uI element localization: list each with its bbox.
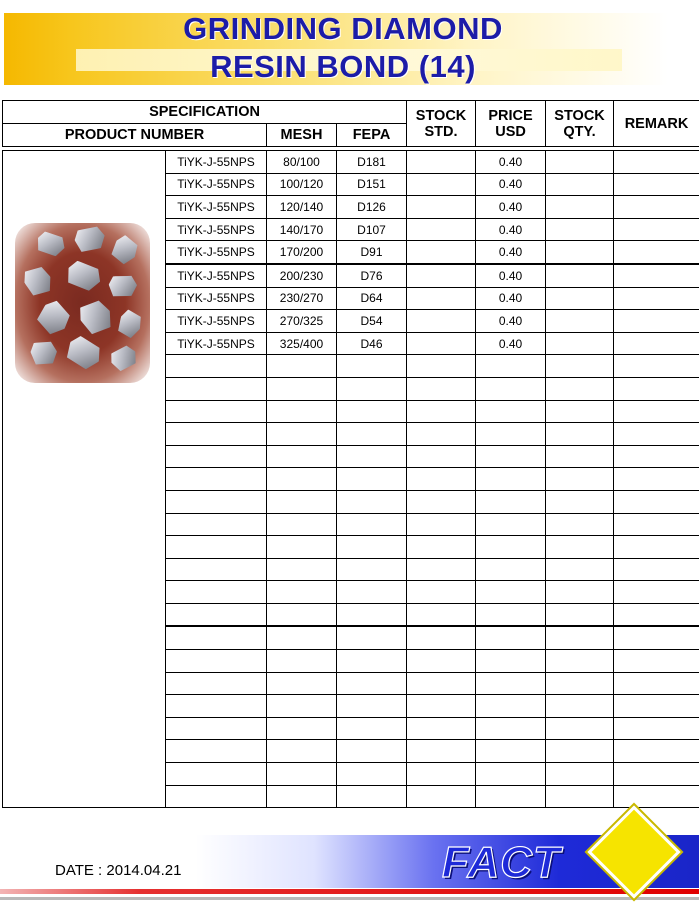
cell-stock-qty bbox=[546, 490, 614, 513]
cell-remark bbox=[614, 400, 699, 423]
cell-stock-qty bbox=[546, 763, 614, 786]
page-title bbox=[0, 10, 686, 86]
cell-stock-qty bbox=[546, 196, 614, 219]
diamond-crystal-icon bbox=[63, 333, 106, 373]
cell-mesh bbox=[267, 423, 337, 446]
cell-stock-std bbox=[407, 626, 476, 649]
cell-fepa: D46 bbox=[337, 332, 407, 355]
cell-price bbox=[476, 445, 546, 468]
cell-product-number: TiYK-J-55NPS bbox=[166, 218, 267, 241]
cell-remark bbox=[614, 626, 699, 649]
diamond-crystal-icon bbox=[108, 233, 142, 268]
cell-stock-std bbox=[407, 400, 476, 423]
cell-mesh: 80/100 bbox=[267, 151, 337, 174]
cell-fepa: D181 bbox=[337, 151, 407, 174]
cell-mesh: 200/230 bbox=[267, 264, 337, 287]
cell-mesh bbox=[267, 468, 337, 491]
cell-stock-std bbox=[407, 581, 476, 604]
cell-stock-qty bbox=[546, 218, 614, 241]
diamond-crystal-icon bbox=[35, 230, 67, 257]
cell-remark bbox=[614, 763, 699, 786]
product-image-cell bbox=[3, 151, 166, 808]
cell-fepa bbox=[337, 423, 407, 446]
cell-mesh bbox=[267, 445, 337, 468]
cell-price: 0.40 bbox=[476, 196, 546, 219]
cell-mesh bbox=[267, 717, 337, 740]
fact-logo: FACT bbox=[442, 838, 561, 887]
cell-remark bbox=[614, 650, 699, 673]
cell-remark bbox=[614, 310, 699, 333]
cell-price bbox=[476, 717, 546, 740]
cell-stock-qty bbox=[546, 695, 614, 718]
cell-price bbox=[476, 377, 546, 400]
cell-product-number: TiYK-J-55NPS bbox=[166, 310, 267, 333]
cell-price bbox=[476, 672, 546, 695]
cell-product-number bbox=[166, 490, 267, 513]
cell-stock-std bbox=[407, 650, 476, 673]
cell-product-number bbox=[166, 558, 267, 581]
cell-product-number: TiYK-J-55NPS bbox=[166, 332, 267, 355]
cell-mesh: 100/120 bbox=[267, 173, 337, 196]
cell-product-number bbox=[166, 785, 267, 808]
footer-red-line bbox=[0, 889, 699, 894]
cell-product-number: TiYK-J-55NPS bbox=[166, 287, 267, 310]
cell-remark bbox=[614, 173, 699, 196]
cell-stock-qty bbox=[546, 151, 614, 174]
cell-remark bbox=[614, 264, 699, 287]
header-price-line1: PRICE bbox=[488, 107, 533, 124]
header-price bbox=[476, 101, 546, 147]
cell-stock-qty bbox=[546, 310, 614, 333]
diamond-crystal-icon bbox=[115, 308, 145, 340]
cell-stock-qty bbox=[546, 650, 614, 673]
cell-price bbox=[476, 400, 546, 423]
cell-product-number bbox=[166, 603, 267, 626]
footer-grey-line bbox=[0, 897, 699, 900]
cell-fepa: D126 bbox=[337, 196, 407, 219]
cell-product-number bbox=[166, 763, 267, 786]
cell-stock-std bbox=[407, 785, 476, 808]
cell-price: 0.40 bbox=[476, 241, 546, 264]
cell-product-number bbox=[166, 468, 267, 491]
cell-remark bbox=[614, 332, 699, 355]
cell-stock-qty bbox=[546, 173, 614, 196]
cell-remark bbox=[614, 581, 699, 604]
cell-stock-qty bbox=[546, 445, 614, 468]
cell-remark bbox=[614, 287, 699, 310]
table-row bbox=[3, 151, 699, 174]
cell-price bbox=[476, 513, 546, 536]
cell-stock-std bbox=[407, 717, 476, 740]
cell-price bbox=[476, 785, 546, 808]
cell-product-number bbox=[166, 423, 267, 446]
cell-fepa bbox=[337, 695, 407, 718]
cell-mesh bbox=[267, 536, 337, 559]
cell-product-number bbox=[166, 445, 267, 468]
cell-remark bbox=[614, 785, 699, 808]
cell-mesh: 230/270 bbox=[267, 287, 337, 310]
cell-price bbox=[476, 695, 546, 718]
diamond-crystal-icon bbox=[108, 273, 139, 299]
cell-price bbox=[476, 740, 546, 763]
cell-fepa bbox=[337, 740, 407, 763]
cell-price bbox=[476, 558, 546, 581]
cell-price bbox=[476, 603, 546, 626]
cell-stock-std bbox=[407, 173, 476, 196]
cell-price: 0.40 bbox=[476, 218, 546, 241]
cell-stock-qty bbox=[546, 558, 614, 581]
cell-stock-std bbox=[407, 672, 476, 695]
cell-stock-qty bbox=[546, 264, 614, 287]
spec-table bbox=[2, 100, 699, 808]
cell-price bbox=[476, 355, 546, 378]
cell-product-number bbox=[166, 672, 267, 695]
cell-mesh bbox=[267, 490, 337, 513]
cell-fepa: D54 bbox=[337, 310, 407, 333]
header-stock-std bbox=[407, 101, 476, 147]
diamond-grit-photo bbox=[15, 223, 150, 383]
cell-remark bbox=[614, 241, 699, 264]
cell-mesh: 140/170 bbox=[267, 218, 337, 241]
cell-product-number: TiYK-J-55NPS bbox=[166, 173, 267, 196]
diamond-crystal-icon bbox=[33, 297, 75, 339]
cell-price bbox=[476, 468, 546, 491]
cell-mesh: 170/200 bbox=[267, 241, 337, 264]
cell-fepa bbox=[337, 536, 407, 559]
cell-stock-qty bbox=[546, 400, 614, 423]
cell-fepa bbox=[337, 445, 407, 468]
header-stock-qty bbox=[546, 101, 614, 147]
cell-mesh bbox=[267, 513, 337, 536]
cell-product-number bbox=[166, 695, 267, 718]
cell-stock-std bbox=[407, 241, 476, 264]
cell-stock-std bbox=[407, 264, 476, 287]
cell-mesh bbox=[267, 626, 337, 649]
cell-remark bbox=[614, 536, 699, 559]
cell-fepa bbox=[337, 355, 407, 378]
cell-remark bbox=[614, 603, 699, 626]
cell-stock-std bbox=[407, 490, 476, 513]
cell-stock-qty bbox=[546, 241, 614, 264]
cell-product-number bbox=[166, 740, 267, 763]
diamond-crystal-icon bbox=[75, 296, 117, 339]
cell-product-number: TiYK-J-55NPS bbox=[166, 241, 267, 264]
cell-stock-std bbox=[407, 763, 476, 786]
cell-price: 0.40 bbox=[476, 332, 546, 355]
cell-price: 0.40 bbox=[476, 287, 546, 310]
cell-stock-std bbox=[407, 332, 476, 355]
header-mesh: MESH bbox=[267, 124, 337, 147]
cell-stock-qty bbox=[546, 740, 614, 763]
cell-stock-std bbox=[407, 287, 476, 310]
header-product-number: PRODUCT NUMBER bbox=[3, 124, 267, 147]
cell-remark bbox=[614, 151, 699, 174]
cell-stock-std bbox=[407, 513, 476, 536]
cell-remark bbox=[614, 218, 699, 241]
diamond-crystal-icon bbox=[107, 342, 141, 375]
cell-product-number bbox=[166, 626, 267, 649]
cell-mesh bbox=[267, 355, 337, 378]
cell-stock-qty bbox=[546, 717, 614, 740]
cell-mesh bbox=[267, 650, 337, 673]
cell-product-number bbox=[166, 536, 267, 559]
cell-mesh bbox=[267, 558, 337, 581]
cell-stock-qty bbox=[546, 287, 614, 310]
cell-mesh bbox=[267, 740, 337, 763]
cell-mesh bbox=[267, 695, 337, 718]
cell-stock-std bbox=[407, 310, 476, 333]
cell-fepa: D64 bbox=[337, 287, 407, 310]
cell-fepa: D76 bbox=[337, 264, 407, 287]
cell-product-number bbox=[166, 355, 267, 378]
cell-stock-qty bbox=[546, 672, 614, 695]
cell-price bbox=[476, 536, 546, 559]
cell-stock-std bbox=[407, 445, 476, 468]
cell-remark bbox=[614, 740, 699, 763]
header-stock-qty-line1: STOCK bbox=[554, 107, 605, 124]
cell-fepa bbox=[337, 785, 407, 808]
header-stock-qty-line2: QTY. bbox=[563, 123, 596, 140]
title-line-2: RESIN BOND (14) bbox=[210, 49, 476, 84]
diamond-crystal-icon bbox=[29, 339, 59, 368]
cell-stock-std bbox=[407, 603, 476, 626]
cell-fepa bbox=[337, 650, 407, 673]
spec-table-container bbox=[2, 100, 699, 801]
diamond-crystal-icon bbox=[64, 259, 104, 293]
cell-product-number bbox=[166, 377, 267, 400]
cell-mesh: 270/325 bbox=[267, 310, 337, 333]
cell-mesh: 120/140 bbox=[267, 196, 337, 219]
cell-price bbox=[476, 423, 546, 446]
cell-stock-qty bbox=[546, 355, 614, 378]
cell-stock-qty bbox=[546, 536, 614, 559]
cell-remark bbox=[614, 490, 699, 513]
header-stock-std-line1: STOCK bbox=[415, 107, 467, 124]
header-stock-std-line2: STD. bbox=[424, 123, 458, 140]
cell-remark bbox=[614, 513, 699, 536]
cell-stock-std bbox=[407, 468, 476, 491]
cell-remark bbox=[614, 468, 699, 491]
cell-remark bbox=[614, 423, 699, 446]
cell-mesh bbox=[267, 400, 337, 423]
cell-mesh bbox=[267, 672, 337, 695]
cell-product-number bbox=[166, 513, 267, 536]
cell-stock-qty bbox=[546, 581, 614, 604]
cell-stock-qty bbox=[546, 377, 614, 400]
diamond-crystal-icon bbox=[20, 263, 55, 299]
date-label: DATE : 2014.04.21 bbox=[55, 862, 182, 879]
cell-product-number bbox=[166, 650, 267, 673]
cell-stock-qty bbox=[546, 603, 614, 626]
cell-stock-qty bbox=[546, 332, 614, 355]
cell-fepa bbox=[337, 626, 407, 649]
cell-remark bbox=[614, 717, 699, 740]
cell-mesh: 325/400 bbox=[267, 332, 337, 355]
cell-fepa bbox=[337, 672, 407, 695]
cell-remark bbox=[614, 377, 699, 400]
cell-fepa bbox=[337, 513, 407, 536]
cell-mesh bbox=[267, 763, 337, 786]
cell-fepa bbox=[337, 581, 407, 604]
cell-mesh bbox=[267, 785, 337, 808]
cell-product-number bbox=[166, 717, 267, 740]
cell-fepa bbox=[337, 468, 407, 491]
cell-price: 0.40 bbox=[476, 264, 546, 287]
diamond-crystal-icon bbox=[72, 223, 108, 255]
cell-stock-std bbox=[407, 740, 476, 763]
cell-price bbox=[476, 650, 546, 673]
header-remark: REMARK bbox=[614, 101, 699, 147]
cell-stock-qty bbox=[546, 626, 614, 649]
cell-mesh bbox=[267, 581, 337, 604]
cell-stock-std bbox=[407, 151, 476, 174]
spec-table-body bbox=[3, 147, 699, 808]
cell-fepa: D91 bbox=[337, 241, 407, 264]
cell-mesh bbox=[267, 603, 337, 626]
cell-price bbox=[476, 763, 546, 786]
cell-remark bbox=[614, 196, 699, 219]
cell-remark bbox=[614, 558, 699, 581]
cell-price: 0.40 bbox=[476, 151, 546, 174]
cell-price bbox=[476, 626, 546, 649]
cell-stock-std bbox=[407, 377, 476, 400]
cell-fepa bbox=[337, 603, 407, 626]
cell-fepa bbox=[337, 377, 407, 400]
cell-product-number: TiYK-J-55NPS bbox=[166, 196, 267, 219]
cell-price bbox=[476, 490, 546, 513]
cell-remark bbox=[614, 672, 699, 695]
cell-stock-std bbox=[407, 196, 476, 219]
cell-fepa bbox=[337, 558, 407, 581]
header-fepa: FEPA bbox=[337, 124, 407, 147]
cell-price bbox=[476, 581, 546, 604]
title-line-1: GRINDING DIAMOND bbox=[183, 11, 503, 46]
cell-stock-qty bbox=[546, 423, 614, 446]
cell-product-number: TiYK-J-55NPS bbox=[166, 264, 267, 287]
cell-stock-std bbox=[407, 558, 476, 581]
cell-product-number bbox=[166, 581, 267, 604]
cell-fepa: D107 bbox=[337, 218, 407, 241]
cell-fepa bbox=[337, 717, 407, 740]
cell-stock-std bbox=[407, 218, 476, 241]
cell-fepa bbox=[337, 400, 407, 423]
cell-price: 0.40 bbox=[476, 173, 546, 196]
cell-stock-std bbox=[407, 423, 476, 446]
cell-product-number: TiYK-J-55NPS bbox=[166, 151, 267, 174]
cell-remark bbox=[614, 445, 699, 468]
cell-remark bbox=[614, 695, 699, 718]
cell-stock-qty bbox=[546, 468, 614, 491]
cell-stock-qty bbox=[546, 785, 614, 808]
cell-fepa: D151 bbox=[337, 173, 407, 196]
cell-fepa bbox=[337, 490, 407, 513]
cell-stock-qty bbox=[546, 513, 614, 536]
cell-product-number bbox=[166, 400, 267, 423]
cell-stock-std bbox=[407, 695, 476, 718]
cell-remark bbox=[614, 355, 699, 378]
cell-price: 0.40 bbox=[476, 310, 546, 333]
cell-fepa bbox=[337, 763, 407, 786]
cell-mesh bbox=[267, 377, 337, 400]
cell-stock-std bbox=[407, 355, 476, 378]
header-specification: SPECIFICATION bbox=[3, 101, 407, 124]
header-price-line2: USD bbox=[495, 123, 526, 140]
cell-stock-std bbox=[407, 536, 476, 559]
